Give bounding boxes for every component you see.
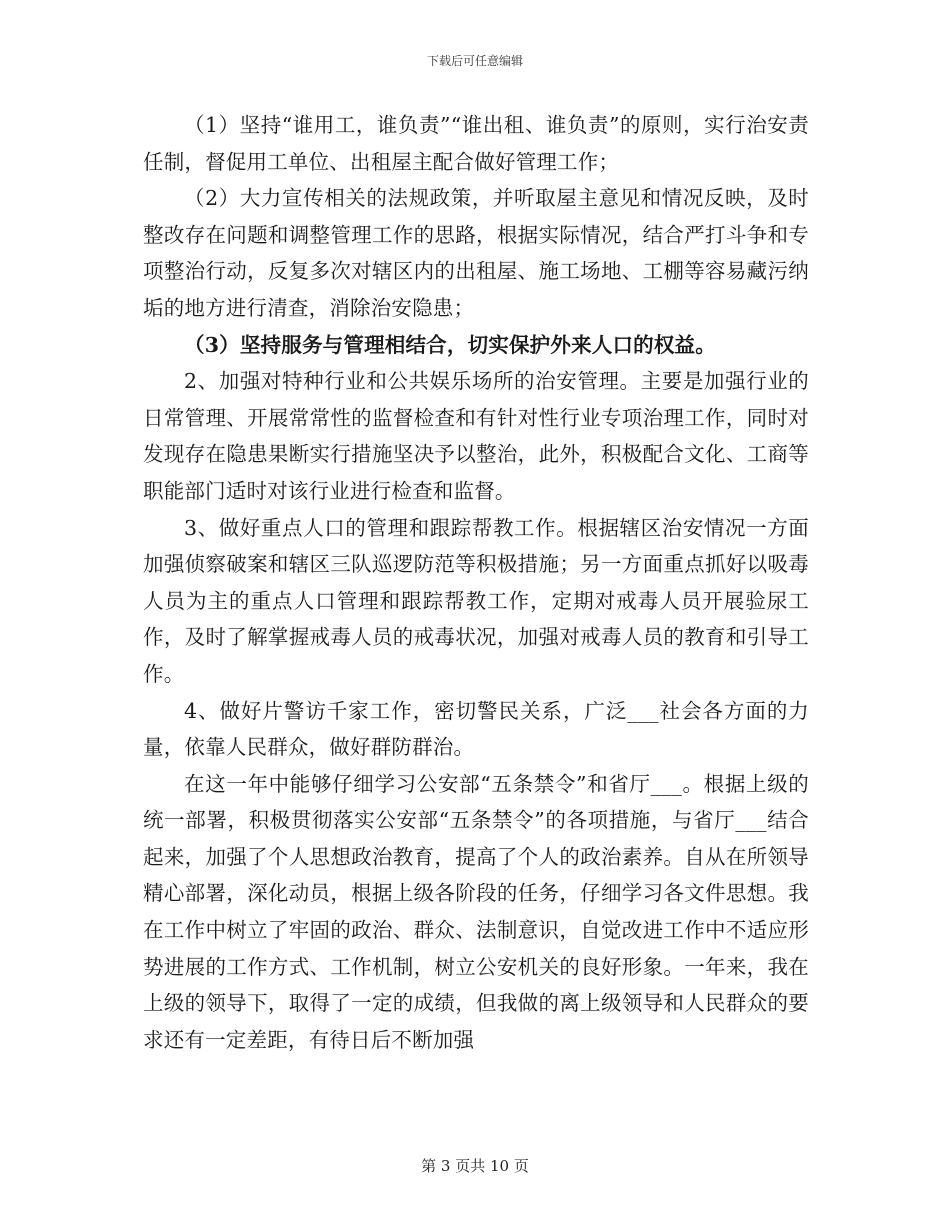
page-header: 下载后可任意编辑 <box>426 54 523 68</box>
document-body <box>143 107 809 1058</box>
paragraph-item-3: （3）坚持服务与管理相结合，切实保护外来人口的权益。 <box>184 332 716 357</box>
paragraph-item-2: （2）大力宣传相关的法规政策，并听取屋主意见和情况反映，及时整改存在问题和调整管理工作的思路，根据实际情况，结合严打斗争和专项整治行动，反复多次对辖区内的出租屋、施工场地、工棚等容易藏污纳垢的地方进行清查，消除治安隐患； <box>143 186 809 320</box>
paragraph-item-1: （1）坚持“谁用工，谁负责”“谁出租、谁负责”的原则，实行治安责任制，督促用工单位、出租屋主配合做好管理工作； <box>143 113 809 174</box>
paragraph-point-2: 2、加强对特种行业和公共娱乐场所的治安管理。主要是加强行业的日常管理、开展常常性的监督检查和有针对性行业专项治理工作，同时对发现存在隐患果断实行措施坚决予以整治，此外，积极配合文化、工商等职能部门适时对该行业进行检查和监督。 <box>143 369 809 503</box>
paragraph-point-4: 4、做好片警访千家工作，密切警民关系，广泛___社会各方面的力量，依靠人民群众，做好群防群治。 <box>143 698 809 760</box>
paragraph-summary: 在这一年中能够仔细学习公安部“五条禁令”和省厅___。根据上级的统一部署，积极贯彻落实公安部“五条禁令”的各项措施，与省厅___结合起来，加强了个人思想政治教育，提高了个人的政治素养。自从在所领导精心部署，深化动员，根据上级各阶段的任务，仔细学习各文件思想。我在工作中树立了牢固的政治、群众、法制意识，自觉改进工作中不适应形势进展的工作方式、工作机制，树立公安机关的良好形象。一年来，我在上级的领导下，取得了一定的成绩，但我做的离上级领导和人民群众的要求还有一定差距，有待日后不断加强 <box>143 771 809 1052</box>
paragraph-point-3: 3、做好重点人口的管理和跟踪帮教工作。根据辖区治安情况一方面加强侦察破案和辖区三队巡逻防范等积极措施；另一方面重点抓好以吸毒人员为主的重点人口管理和跟踪帮教工作，定期对戒毒人员开展验尿工作，及时了解掌握戒毒人员的戒毒状况，加强对戒毒人员的教育和引导工作。 <box>143 515 809 686</box>
page-footer: 第 3 页共 10 页 <box>421 1157 529 1175</box>
